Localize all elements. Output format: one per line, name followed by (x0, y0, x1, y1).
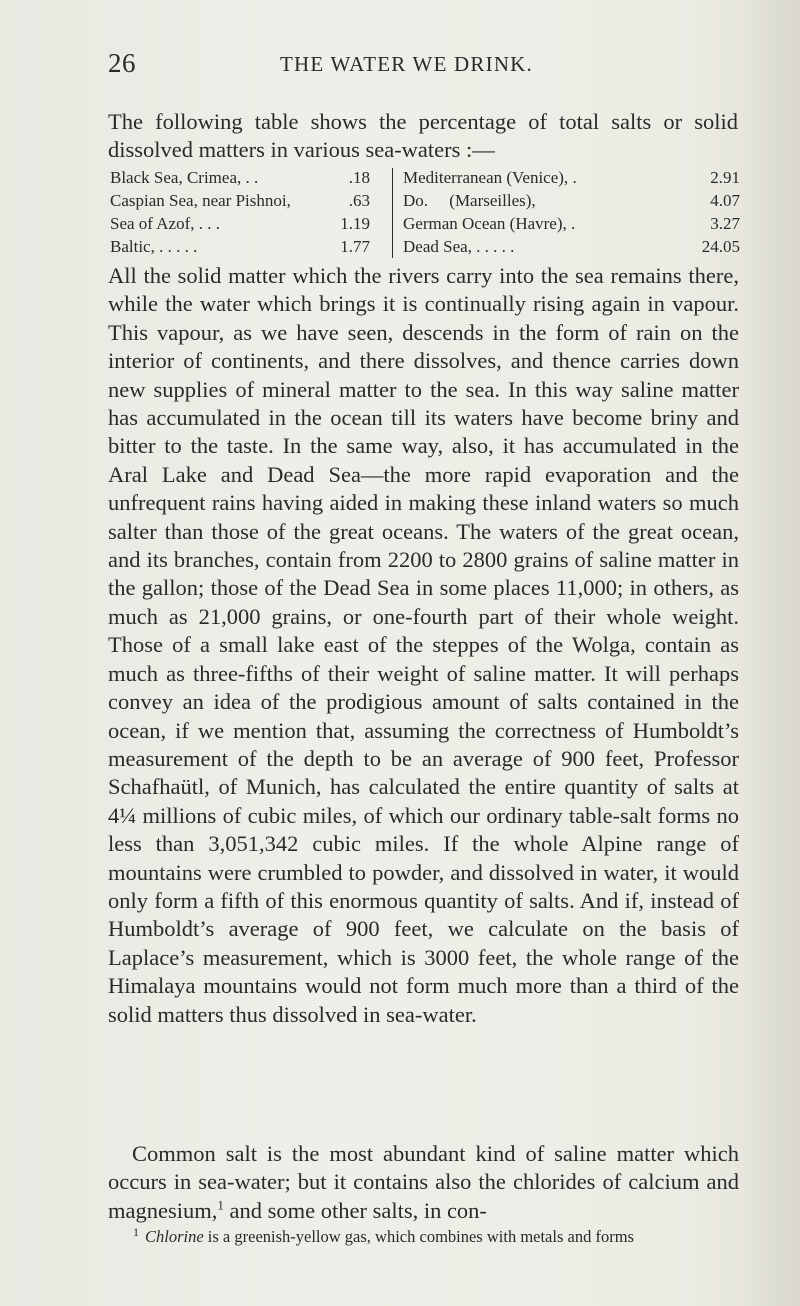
leader-dots: . . . . . (471, 237, 515, 256)
intro-paragraph: The following table shows the percentage of total salts or solid dissolved matters in various sea-waters :— (108, 109, 738, 162)
sea-name: German Ocean (Havre), (403, 214, 567, 233)
page-number: 26 (108, 48, 136, 78)
salt-percentage: 3.27 (710, 214, 740, 233)
sea-name: Sea of Azof, (110, 214, 195, 233)
running-head: THE WATER WE DRINK. (280, 52, 534, 76)
salt-percentage: 2.91 (710, 168, 740, 187)
table-right-column (403, 166, 740, 258)
leader-dots: . . . (194, 214, 221, 233)
leader-dots: . . (241, 168, 259, 187)
salt-percentage: .63 (348, 191, 370, 210)
table-row (403, 189, 740, 212)
table-row (403, 212, 740, 235)
sea-name: Mediterranean (Venice), (403, 168, 569, 187)
table-row (403, 166, 740, 189)
sea-name: Caspian Sea, near Pishnoi, (110, 191, 291, 210)
table-left-column (110, 166, 380, 258)
paragraph-text: Common salt is the most abundant kind of saline matter which occurs in sea-water; but it contains also the chlorides of calcium and magnesium, (108, 1141, 739, 1223)
footnote-reference: 1 (217, 1197, 224, 1213)
footnote-term: Chlorine (145, 1227, 204, 1246)
column-divider (392, 168, 393, 258)
leader-dots: . . . . . (154, 237, 198, 256)
footnote (133, 1226, 743, 1248)
sea-name: Black Sea, Crimea, (110, 168, 242, 187)
body-paragraph-common-salt (108, 1140, 739, 1225)
body-paragraph-solid-matter: All the solid matter which the rivers carry into the sea remains there, while the water which brings it is continually rising again in vapour. This vapour, as we have seen, descends in the form of rain on the interior of continents, and there dissolves, and thence carries down new supplies of mineral matter to the sea. In this way saline matter has accumulated in the ocean till its waters have become briny and bitter to the taste. In the same way, also, it has accumulated in the Aral Lake and Dead Sea—the more rapid evaporation and the unfrequent rains having aided in making these inland waters so much salter than those of the great oceans. The waters of the great ocean, and its branches, contain from 2200 to 2800 grains of saline matter in the gallon; those of the Dead Sea in some places 11,000; in others, as much as 21,000 grains, or one-fourth part of their whole weight. Those of a small lake east of the steppes of the Wolga, contain as much as three-fifths of their weight of saline matter. It will perhaps convey an idea of the prodigious amount of salts contained in the ocean, if we mention that, assuming the correctness of Humboldt’s measurement of the depth to be an average of 900 feet, Professor Schafhaütl, of Munich, has calculated the entire quantity of salts at 4¼ millions of cubic miles, of which our ordinary table-salt forms no less than 3,051,342 cubic miles. If the whole Alpine range of mountains were crumbled to powder, and dissolved in water, it would only form a fifth of this enormous quantity of salts. And if, instead of Humboldt’s average of 900 feet, we calculate on the basis of Laplace’s measurement, which is 3000 feet, the whole range of the Himalaya mountains would not form much more than a third of the solid matters thus dissolved in sea-water. (108, 263, 739, 1027)
table-row (110, 166, 380, 189)
page-header (108, 48, 736, 82)
footnote-text: is a greenish-yellow gas, which combines with metals and forms (203, 1227, 634, 1246)
salt-percentage: 1.19 (340, 214, 370, 233)
table-row (110, 189, 380, 212)
table-row (110, 235, 380, 258)
leader-dots: . (568, 168, 577, 187)
sea-name: Baltic, (110, 237, 155, 256)
table-row (110, 212, 380, 235)
salt-percentage: 24.05 (701, 237, 740, 256)
sea-name: Do. (Marseilles), (403, 191, 536, 210)
salt-percentage: 1.77 (340, 237, 370, 256)
footnote-number: 1 (133, 1224, 139, 1239)
sea-name: Dead Sea, (403, 237, 472, 256)
paragraph-text: and some other salts, in con- (223, 1197, 487, 1223)
page-edge-shadow (740, 0, 800, 1306)
leader-dots: . (566, 214, 576, 233)
salt-percentage: 4.07 (710, 191, 740, 210)
table-row (403, 235, 740, 258)
salt-percentage: .18 (348, 168, 370, 187)
